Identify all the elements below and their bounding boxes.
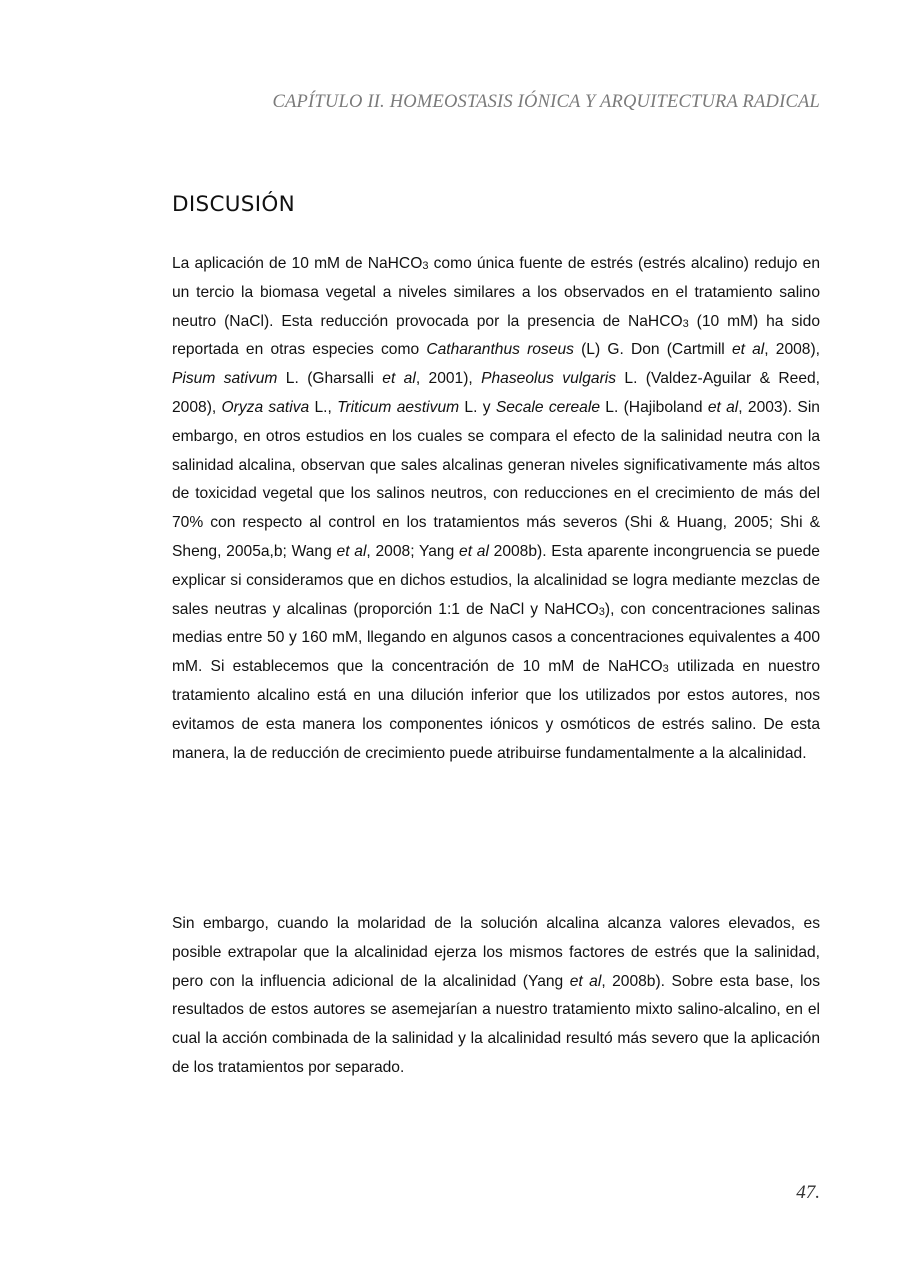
species-name: Triticum aestivum xyxy=(337,398,460,416)
species-name: Pisum sativum xyxy=(172,370,278,388)
et-al: et al xyxy=(382,370,416,388)
section-title: DISCUSIÓN xyxy=(172,192,295,217)
species-name: Catharanthus roseus xyxy=(426,341,574,359)
subscript: 3 xyxy=(682,317,689,330)
et-al: et al xyxy=(707,398,739,416)
text-run: La aplicación de 10 mM de NaHCO xyxy=(172,255,423,272)
text-run: (10 mM) ha sido reportada en otras especies como xyxy=(172,312,820,359)
subscript: 3 xyxy=(598,605,605,618)
running-header: CAPÍTULO II. HOMEOSTASIS IÓNICA Y ARQUITECTURA RADICAL xyxy=(272,92,820,112)
text-run: L. (Valdez-Aguilar & Reed, 2008), xyxy=(172,370,821,416)
text-run: , 2008), xyxy=(764,341,821,359)
text-run: como única fuente de estrés (estrés alcalino) redujo en un tercio la biomasa vegetal a niveles similares a los observados en el tratamiento salino neutro (NaCl). Esta reducción provocada por la presencia de NaHCO xyxy=(172,255,820,330)
text-run: (L) G. Don (Cartmill xyxy=(573,341,732,359)
paragraph-1 xyxy=(172,250,820,768)
et-al: et al xyxy=(459,542,489,560)
text-run: 2008b). Esta aparente incongruencia se puede explicar si consideramos que en dichos estudios, la alcalinidad se logra mediante mezclas de sales neutras y alcalinas (proporción 1:1 de NaCl y NaHCO xyxy=(172,542,820,618)
text-run: utilizada en nuestro tratamiento alcalino está en una dilución inferior que los utilizados por estos autores, nos evitamos de esta manera los componentes iónicos y osmóticos de estrés salino. De esta manera, la de reducción de crecimiento puede atribuirse fundamentalmente a la alcalinidad. xyxy=(172,658,820,762)
et-al: et al xyxy=(731,341,765,359)
species-name: Secale cereale xyxy=(495,398,600,416)
text-run: , 2001), xyxy=(415,370,482,388)
text-run: ), con concentraciones salinas medias entre 50 y 160 mM, llegando en algunos casos a concentraciones equivalentes a 400 mM. Si establecemos que la concentración de 10 mM de NaHCO xyxy=(172,600,821,676)
text-run: Sin embargo, cuando la molaridad de la solución alcalina alcanza valores elevados, es posible extrapolar que la alcalinidad ejerza los mismos factores de estrés que la salinidad, pero con la influencia adicional de la alcalinidad (Yang xyxy=(172,915,820,990)
species-name: Oryza sativa xyxy=(221,398,310,416)
page-number: 47. xyxy=(796,1182,820,1203)
text-run: L. (Hajiboland xyxy=(600,398,708,416)
text-run: , 2003). Sin embargo, en otros estudios en los cuales se compara el efecto de la salinidad neutra con la salinidad alcalina, observan que sales alcalinas generan niveles significativamente más altos de toxicidad vegetal que los salinos neutros, con reducciones en el crecimiento de más del 70% con respecto al control en los tratamientos más severos (Shi & Huang, 2005; Shi & Sheng, 2005a,b; Wang xyxy=(172,398,820,560)
species-name: Phaseolus vulgaris xyxy=(481,370,617,388)
subscript: 3 xyxy=(422,260,429,272)
et-al: et al xyxy=(336,542,367,560)
text-run: L. (Gharsalli xyxy=(277,370,383,388)
text-run: , 2008; Yang xyxy=(366,542,460,560)
et-al: et al xyxy=(569,972,602,990)
text-run: , 2008b). Sobre esta base, los resultados de estos autores se asemejarían a nuestro tratamiento mixto salino-alcalino, en el cual la acción combinada de la salinidad y la alcalinidad resultó más severo que la aplicación de los tratamientos por separado. xyxy=(172,972,820,1076)
paragraph-2 xyxy=(172,910,820,1083)
text-run: L. y xyxy=(459,398,496,416)
subscript: 3 xyxy=(662,663,669,676)
text-run: L., xyxy=(309,398,338,416)
